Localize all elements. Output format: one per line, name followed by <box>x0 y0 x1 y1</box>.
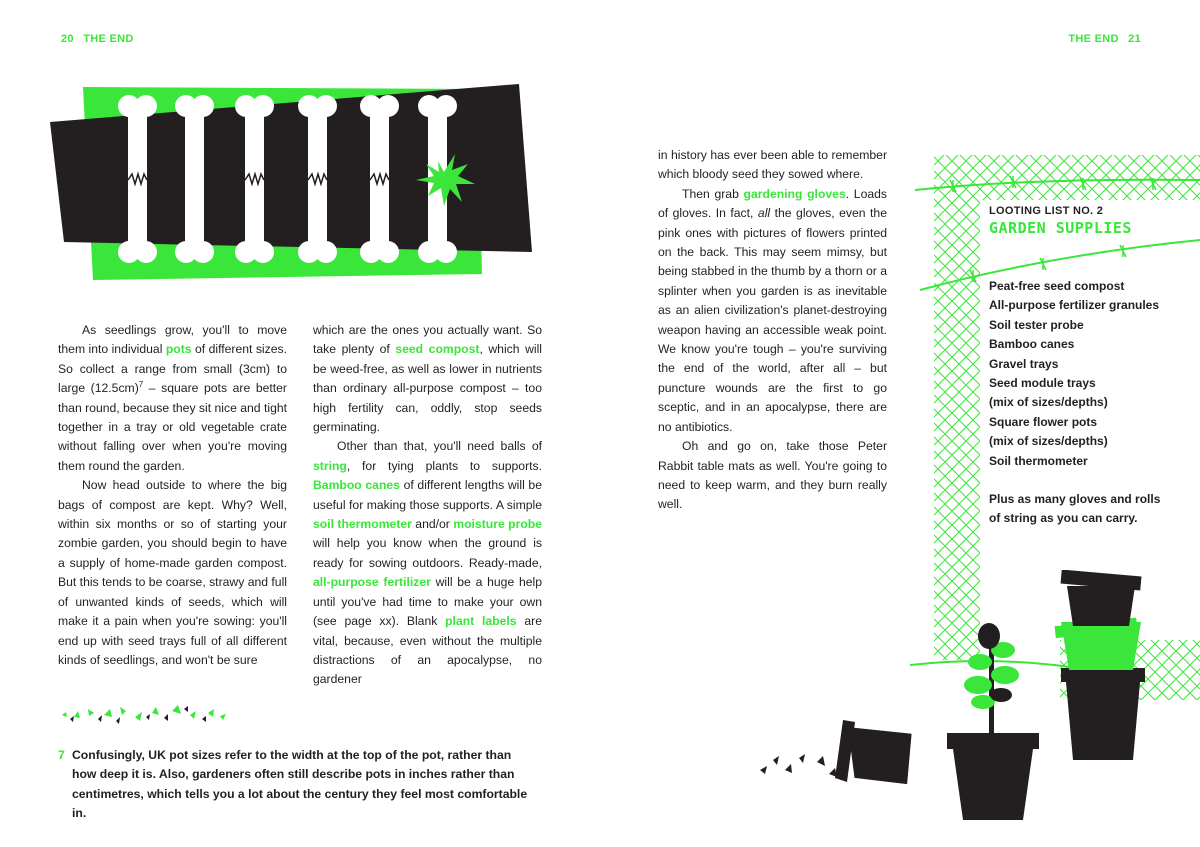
text-run: , which will be weed-free, as well as lower in nutrients than ordinary all-purpose compost – too high fertility can, oddly, stop seeds germinating. <box>313 342 542 435</box>
looting-list-title: GARDEN SUPPLIES <box>989 219 1132 237</box>
paragraph <box>313 321 542 437</box>
list-item: Gravel trays <box>989 356 1059 371</box>
paragraph: in history has ever been able to remember which bloody seed they sowed where. <box>658 148 887 182</box>
paragraph <box>58 321 287 476</box>
tipped-pot-icon <box>835 720 915 788</box>
confetti-divider <box>60 703 230 727</box>
paragraph: Now head outside to where the big bags of compost are kept. Why? Well, within six months or so of starting your zombie garden, you should begin to have a supply of home-made garden compost. But this tends to be coarse, strawy and full of unwanted kinds of seeds, which will make it a pain when you're sowing: you'll end up with seed trays full of all different kinds of seedlings, and won't be sure <box>58 478 287 667</box>
highlight-term: moisture probe <box>453 517 542 532</box>
stacked-pots-icon <box>1055 570 1145 760</box>
looting-list-kicker: LOOTING LIST NO. 2 <box>989 205 1104 217</box>
plant-pot-icon <box>947 733 1039 820</box>
highlight-term: soil thermometer <box>313 517 412 532</box>
list-item: (mix of sizes/depths) <box>989 395 1108 410</box>
highlight-term: string <box>313 458 347 473</box>
list-item: Soil thermometer <box>989 453 1088 468</box>
highlight-term: seed compost <box>395 342 480 357</box>
list-item: Seed module trays <box>989 376 1096 391</box>
text-run: of different lengths will be useful for making those supports. A simple <box>313 478 542 512</box>
text-run: , for tying plants to supports. <box>346 458 542 473</box>
text-run: Then grab <box>682 186 744 201</box>
text-run: will be a huge help until you've had time to make your own (see page xx). Blank <box>313 575 543 629</box>
list-item: Bamboo canes <box>989 337 1075 352</box>
shard-scatter <box>760 754 837 777</box>
highlight-term: pots <box>165 342 192 357</box>
list-item: Peat-free seed compost <box>989 279 1125 293</box>
text-run: are vital, because, even without the multiple distractions of an apocalypse, no gardener <box>313 614 542 687</box>
pots-plant-illustration <box>755 570 1155 820</box>
text-run: of different sizes. So collect a range from small (3cm) to large (12.5cm) <box>58 342 287 396</box>
closing-line: of string as you can carry. <box>989 511 1138 526</box>
text-run: which are the ones you actually want. So take plenty of <box>313 323 542 357</box>
looting-list-closing <box>989 490 1169 529</box>
looting-list-items <box>989 277 1169 471</box>
text-run: the gloves, even the pink ones with pictures of flowers printed on the back. This may seem mimsy, but being stabbed in the thumb by a thorn or a splinter when you garden is as inevitable as an alien civilization's planet-destroying weapon having an accessible weak point. We know you're tough – you're surviving the end of the world, after all – but puncture wounds are the first to go sceptic, and in an apocalypse, there are no antibiotics. <box>658 206 888 434</box>
paragraph: Oh and go on, take those Peter Rabbit table mats as well. You're going to need to keep warm, and they burn really well. <box>658 439 887 512</box>
highlight-term: gardening gloves <box>743 186 846 201</box>
right-page-number: 21 <box>1128 33 1141 45</box>
body-column-3 <box>658 146 887 515</box>
text-run: – square pots are better than round, because they sit nice and tight together in a tray or old vegetable crate without falling over when you're moving them round the garden. <box>58 381 288 473</box>
text-run: . Loads of gloves. In fact, <box>658 186 888 221</box>
left-running-title: THE END <box>83 33 134 45</box>
footnote-text: Confusingly, UK pot sizes refer to the width at the top of the pot, rather than how deep it is. Also, gardeners often still describe pots in inches rather than centimetres, which tells you a lot about the century they feel most comfortable in. <box>72 748 528 821</box>
closing-line: Plus as many gloves and rolls <box>989 492 1161 507</box>
body-column-1 <box>58 321 287 670</box>
text-run: and/or <box>411 517 454 532</box>
highlight-term: plant labels <box>445 614 517 629</box>
looting-list <box>989 205 1169 529</box>
highlight-term: Bamboo canes <box>313 478 400 493</box>
paragraph <box>658 185 887 437</box>
plant-icon <box>964 623 1019 735</box>
text-run: Other than that, you'll need balls of <box>337 439 542 454</box>
bones-illustration <box>50 84 540 284</box>
text-run: As seedlings grow, you'll to move them into individual <box>58 323 287 357</box>
footnote-number: 7 <box>58 748 65 762</box>
list-item: All-purpose fertilizer granules <box>989 298 1160 313</box>
emphasis-term: all <box>757 206 771 221</box>
right-running-head <box>1065 33 1144 45</box>
body-column-2 <box>313 321 542 690</box>
right-running-title: THE END <box>1068 33 1119 45</box>
paragraph <box>313 437 542 689</box>
list-item: Soil tester probe <box>989 317 1084 332</box>
footnote-ref: 7 <box>138 380 144 390</box>
highlight-term: all-purpose fertilizer <box>313 575 431 590</box>
list-item: Square flower pots <box>989 414 1098 429</box>
list-item: (mix of sizes/depths) <box>989 434 1108 449</box>
text-run: will help you know when the ground is ready for sowing outdoors. Ready-made, <box>313 536 542 570</box>
left-running-head <box>58 33 137 45</box>
left-page-number: 20 <box>61 33 74 45</box>
